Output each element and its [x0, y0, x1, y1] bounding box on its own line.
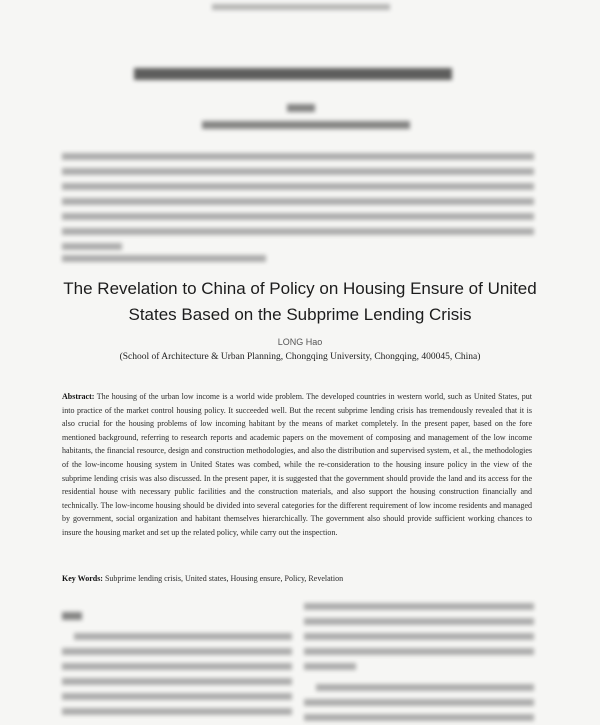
- english-keywords: [62, 573, 532, 585]
- english-affiliation: (School of Architecture & Urban Planning, Chongqing University, Chongqing, 400045, China): [119, 352, 481, 362]
- keywords-text: Subprime lending crisis, United states, Housing ensure, Policy, Revelation: [104, 574, 344, 583]
- abstract-label: Abstract:: [62, 392, 95, 401]
- abstract-text: The housing of the urban low income is a world wide problem. The developed countries in western world, such as United States, put into practice of the market control housing policy. It succeeded well. But the recent subprime lending crisis has tremendously revealed that it is also crucial for the housing problems of low incoming habitant by the means of market completely. In the present paper, based on the fore mentioned background, referring to research reports and academic papers on the movement of composing and management of the low income habitants, the financial resource, design and construction methodologies, and also the distribution and supervised system, et al., the methodologies of the low-income housing system in United States was combed, while the re-consideration to the housing insure policy in the view of the subprime lending crisis was also discussed. In the present paper, it is suggested that the government should provide the land and its access for the residential house with necessary public facilities and the construction materials, and also support the housing construction financially and technically. The low-income housing should be divided into several categories for the different requirement of low income residents and managed by government, social organization and habitant themselves hierarchically. The government also should provide sufficient working chances to insure the housing market and set up the related policy, while carry out the inspection.: [62, 392, 532, 537]
- english-abstract: [62, 390, 532, 540]
- keywords-label: Key Words:: [62, 574, 103, 583]
- english-author: LONG Hao: [277, 337, 323, 347]
- english-title: The Revelation to China of Policy on Housing Ensure of United States Based on the Subprime Lending Crisis: [63, 279, 537, 324]
